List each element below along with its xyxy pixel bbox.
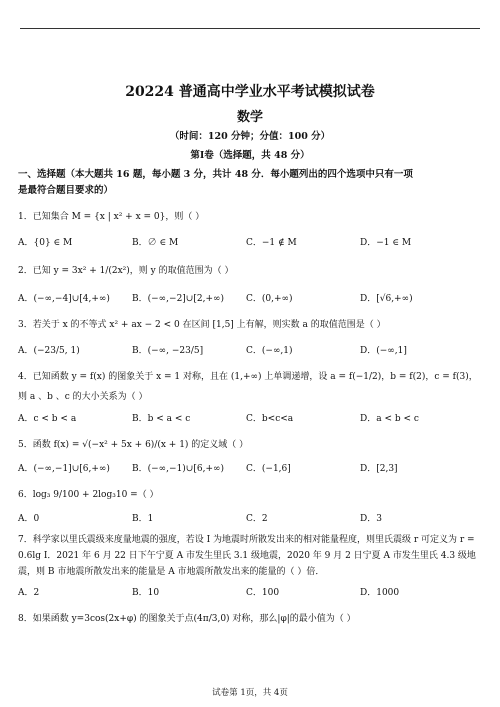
- question-7-option-b: B．10: [132, 588, 160, 598]
- question-4-option-c: C．b<c<a: [246, 414, 294, 424]
- question-3-option-b: B．(−∞, −23/5]: [132, 346, 204, 356]
- exam-meta: （时间：120 分钟；分值：100 分）: [169, 131, 331, 142]
- question-5-option-a: A．(−∞,−1]∪[6,+∞): [18, 464, 110, 474]
- question-6-option-a: A．0: [18, 514, 40, 524]
- question-4-stem-continued: 则 a 、b 、c 的大小关系为（ ）: [18, 392, 148, 402]
- question-6-stem: 6．log₃ 9/100 + 2log₃10 =（ ）: [18, 490, 159, 500]
- question-8-stem: 8．如果函数 y=3cos(2x+φ) 的图象关于点(4π/3,0) 对称，那么|φ|的最小值为（ ）: [18, 614, 356, 624]
- question-6-option-c: C．2: [246, 514, 268, 524]
- question-5-option-d: D．[2,3]: [360, 464, 398, 474]
- section-heading-line1: 一、选择题（本大题共 16 题，每小题 3 分，共计 48 分．每小题列出的四个选项中只有一项: [18, 169, 413, 180]
- question-7-stem: 7．科学家以里氏震级来度量地震的强度，若设 I 为地震时所散发出来的相对能量程度，则里氏震级 r 可定义为 r = 0.6lg I．2021 年 6 月 22 日下午宁夏 A 市发生里氏 3.1 级地震，2020 年 9 月 2 日宁夏 A 市发生里氏 4.3 级地震，则 B 市地震所散发出来的能量是 A 市地震所散发出来的能量的（ ）倍．: [18, 535, 476, 577]
- question-6-option-d: D．3: [360, 514, 382, 524]
- question-1-option-d: D．−1 ∈ M: [360, 238, 412, 248]
- question-6-option-b: B．1: [132, 514, 154, 524]
- question-5-stem: 5．函数 f(x) = √(−x² + 5x + 6)/(x + 1) 的定义域（ ）: [18, 440, 249, 450]
- question-5-option-b: B．(−∞,−1)∪[6,+∞): [132, 464, 224, 474]
- question-3-option-a: A．(−23/5, 1): [18, 346, 80, 356]
- section-heading-line2: 是最符合题目要求的）: [18, 185, 114, 196]
- question-1-option-b: B．∅ ∈ M: [132, 238, 179, 248]
- exam-title: 20224 普通高中学业水平考试模拟试卷: [125, 84, 375, 100]
- volume-heading: 第Ⅰ卷（选择题，共 48 分）: [190, 150, 310, 161]
- question-2-option-c: C．(0,+∞): [246, 294, 293, 304]
- question-2-option-b: B．(−∞,−2]∪[2,+∞): [132, 294, 224, 304]
- page-footer: 试卷第 1页，共 4页: [212, 688, 288, 698]
- question-3-option-c: C．(−∞,1): [246, 346, 293, 356]
- question-4-option-a: A．c < b < a: [18, 414, 77, 424]
- subject-heading: 数学: [236, 110, 263, 125]
- question-2-stem: 2．已知 y = 3x² + 1/(2x²)，则 y 的取值范围为（ ）: [18, 266, 234, 276]
- question-4-option-b: B．b < a < c: [132, 414, 191, 424]
- question-2-option-d: D．[√6,+∞): [360, 294, 413, 304]
- question-3-option-d: D．(−∞,1]: [360, 346, 407, 356]
- question-5-option-c: C．(−1,6]: [246, 464, 291, 474]
- question-7-option-d: D．1000: [360, 588, 400, 598]
- question-7-option-c: C．100: [246, 588, 280, 598]
- question-4-option-d: D．a < b < c: [360, 414, 419, 424]
- question-1-option-a: A．{0} ∈ M: [18, 238, 73, 248]
- question-2-option-a: A．(−∞,−4]∪[4,+∞): [18, 294, 110, 304]
- question-7-option-a: A．2: [18, 588, 40, 598]
- question-1-option-c: C．−1 ∉ M: [246, 238, 297, 248]
- question-1-stem: 1．已知集合 M = {x | x² + x = 0}，则（ ）: [18, 212, 205, 222]
- top-rule: [20, 28, 480, 29]
- question-3-stem: 3．若关于 x 的不等式 x² + ax − 2 < 0 在区间 [1,5] 上有解，则实数 a 的取值范围是（ ）: [18, 320, 386, 330]
- question-4-stem: 4．已知函数 y = f(x) 的图象关于 x = 1 对称，且在 (1,+∞) 上单调递增，设 a = f(−1/2)，b = f(2)，c = f(3)，: [18, 372, 478, 382]
